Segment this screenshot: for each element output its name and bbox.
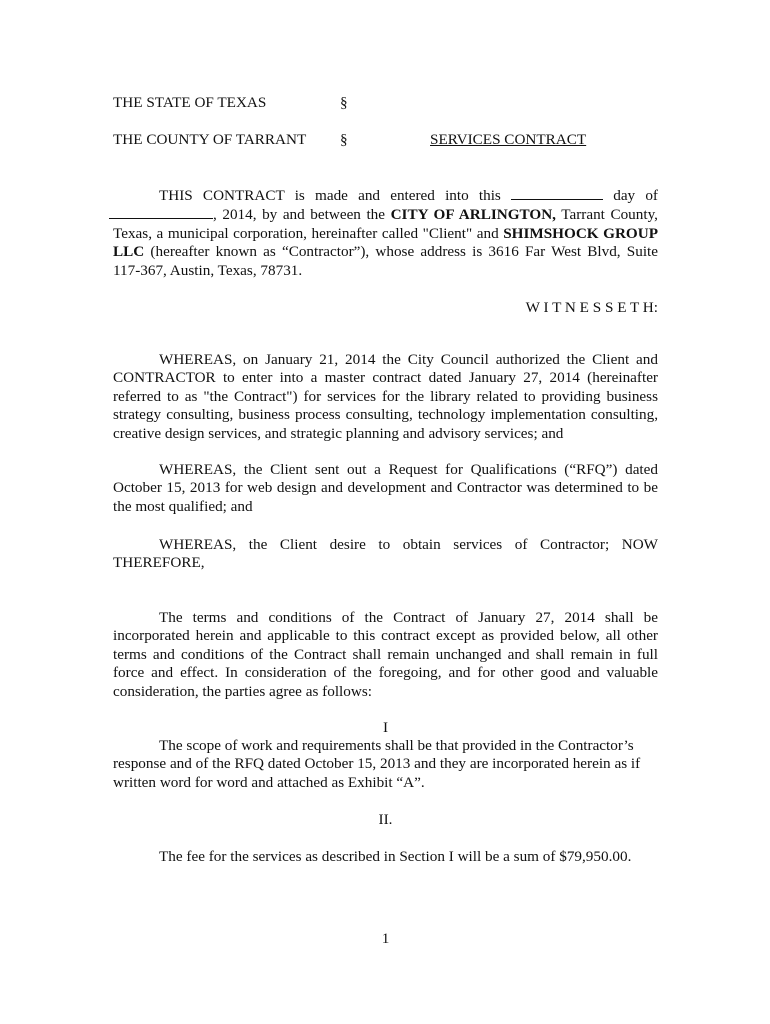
intro-text: THIS CONTRACT is made and entered into this bbox=[159, 187, 501, 204]
intro-paragraph bbox=[113, 186, 658, 280]
page-number: 1 bbox=[381, 930, 390, 947]
contractor-name: SHIMSHOCK GROUP LLC bbox=[113, 224, 658, 261]
intro-text: , 2014, by and between the bbox=[213, 206, 386, 224]
section-symbol: § bbox=[340, 131, 348, 148]
client-name: CITY OF ARLINGTON, bbox=[390, 206, 556, 224]
intro-text: (hereafter known as “Contractor”), whose address is 3616 Far West Blvd, Suite 117-367, Austin, Texas, 78731. bbox=[113, 243, 658, 279]
whereas-clause: WHEREAS, the Client sent out a Request for Qualifications (“RFQ”) dated October 15, 2013 for web design and development and Contractor was determined to be the most qualified; and bbox=[113, 461, 658, 515]
witnesseth-heading: W I T N E S S E T H: bbox=[525, 299, 658, 316]
section-numeral: I bbox=[382, 719, 389, 736]
intro-text: Tarrant County, Texas, a municipal corporation, hereinafter called "Client" and bbox=[113, 206, 658, 242]
section-text: The scope of work and requirements shall be that provided in the Contractor’s response and of the RFQ dated October 15, 2013 and they are incorporated herein as if written word for word and attached as Exhibit “A”. bbox=[113, 737, 641, 791]
contract-title: SERVICES CONTRACT bbox=[430, 131, 587, 148]
section-symbol: § bbox=[340, 94, 348, 111]
whereas-clause: WHEREAS, on January 21, 2014 the City Council authorized the Client and CONTRACTOR to enter into a master contract dated January 27, 2014 (hereinafter referred to as "the Contract") for services for the library related to providing business strategy consulting, business process consulting, technology implementation consulting, creative design services, and strategic planning and advisory services; and bbox=[113, 351, 658, 442]
county-label: THE COUNTY OF TARRANT bbox=[113, 131, 307, 148]
intro-text: day of bbox=[613, 187, 658, 204]
state-label: THE STATE OF TEXAS bbox=[113, 94, 267, 111]
section-text: The fee for the services as described in Section I will be a sum of $79,950.00. bbox=[159, 848, 632, 865]
whereas-clause: WHEREAS, the Client desire to obtain services of Contractor; NOW THEREFORE, bbox=[113, 536, 658, 572]
section-numeral: II. bbox=[378, 811, 393, 828]
month-blank bbox=[109, 205, 213, 219]
day-blank bbox=[511, 186, 603, 200]
terms-paragraph: The terms and conditions of the Contract of January 27, 2014 shall be incorporated herein and applicable to this contract except as provided below, all other terms and conditions of the Contract shall remain unchanged and shall remain in full force and effect. In consideration of the foregoing, and for other good and valuable consideration, the parties agree as follows: bbox=[113, 609, 658, 700]
